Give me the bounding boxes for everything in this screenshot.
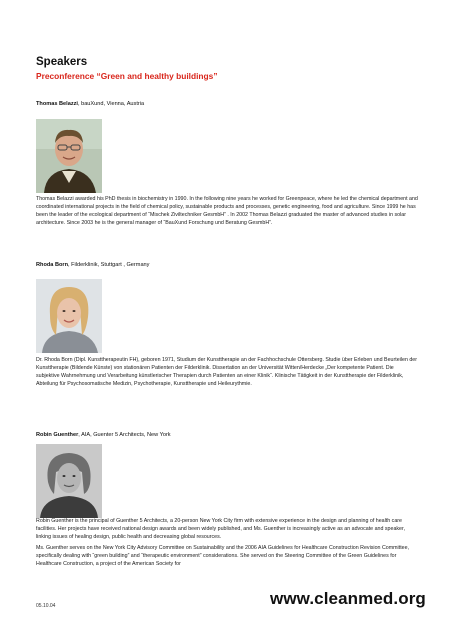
page-title: Speakers xyxy=(36,56,88,68)
footer-date: 05.10.04 xyxy=(36,603,56,609)
speaker-name: Thomas Belazzi xyxy=(36,101,78,107)
speaker-heading xyxy=(36,101,144,108)
speaker-photo xyxy=(36,279,102,353)
speaker-bio xyxy=(36,518,418,571)
speaker-heading xyxy=(36,432,171,439)
speaker-photo xyxy=(36,119,102,193)
speaker-affiliation: , Filderklinik, Stuttgart , Germany xyxy=(68,262,150,268)
speaker-bio xyxy=(36,196,418,231)
speaker-photo xyxy=(36,444,102,518)
speaker-name: Robin Guenther xyxy=(36,432,79,438)
bio-paragraph: Ms. Guenther serves on the New York City Advisory Committee on Sustainability and the 2006 AIA Guidelines for Healthcare Construction Revision Committee, specifically dealing with “green building” and “therapeutic environment” considerations. She served on the Steering Committee of the Green Guidelines for Healthcare Construction, a project of the American Society for xyxy=(36,544,410,567)
bio-paragraph: Robin Guenther is the principal of Guenther 5 Architects, a 20-person New York City firm with extensive experience in the design and planning of health care facilities. Her projects have received national design awards and been widely published, and Ms. Guenther is increasingly active as an advocate and speaker, linking issues of healing design, public health and decreasing global resources. xyxy=(36,518,405,540)
speaker-affiliation: , AIA, Guenter 5 Architects, New York xyxy=(78,432,171,438)
bio-paragraph: Thomas Belazzi awarded his PhD thesis in biochemistry in 1990. In the following nine years he worked for Greenpeace, where he led the chemical department and coordinated international projects in the field of chemical policy, sustainable products and processes, genetic engineering, food and agriculture. Since 1999 he has been the leader of the ecological department of “Mischek Ziviltechniker GesmbH” . In 2002 Thomas Belazzi graduated the master of advanced studies in solar architecture. Since 2003 he is the general manager of “BauXund Forschung und Beratung GesmbH”. xyxy=(36,196,418,226)
speaker-affiliation: , bauXund, Vienna, Austria xyxy=(77,101,145,107)
page-subtitle: Preconference “Green and healthy buildings” xyxy=(36,71,218,81)
bio-paragraph: Dr. Rhoda Born (Dipl. Kunsttherapeutin FH), geboren 1971, Studium der Kunsttherapie an der Fachhochschule Ottersberg. Studie über Erleben und Beurteilen der Kunsttherapie (Bildende Künste) von stationären Patienten der Filderklinik. Dissertation an der Universität Witten/Herdecke „Der kompetente Patient. Die subjektive Wahrnehmung und Verarbeitung künstlerischer Therapien durch Patienten an einer Klinik“. Klinische Tätigkeit in der Kunsttherapie der Filderklinik, Abteilung für Psychosomatische Medizin, Psychotherapie, Kunsttherapie und Heileurythmie. xyxy=(36,357,418,387)
speaker-name: Rhoda Born xyxy=(36,262,69,268)
speaker-bio xyxy=(36,357,418,392)
footer-brand-url: www.cleanmed.org xyxy=(270,589,426,608)
speaker-heading xyxy=(36,262,149,269)
